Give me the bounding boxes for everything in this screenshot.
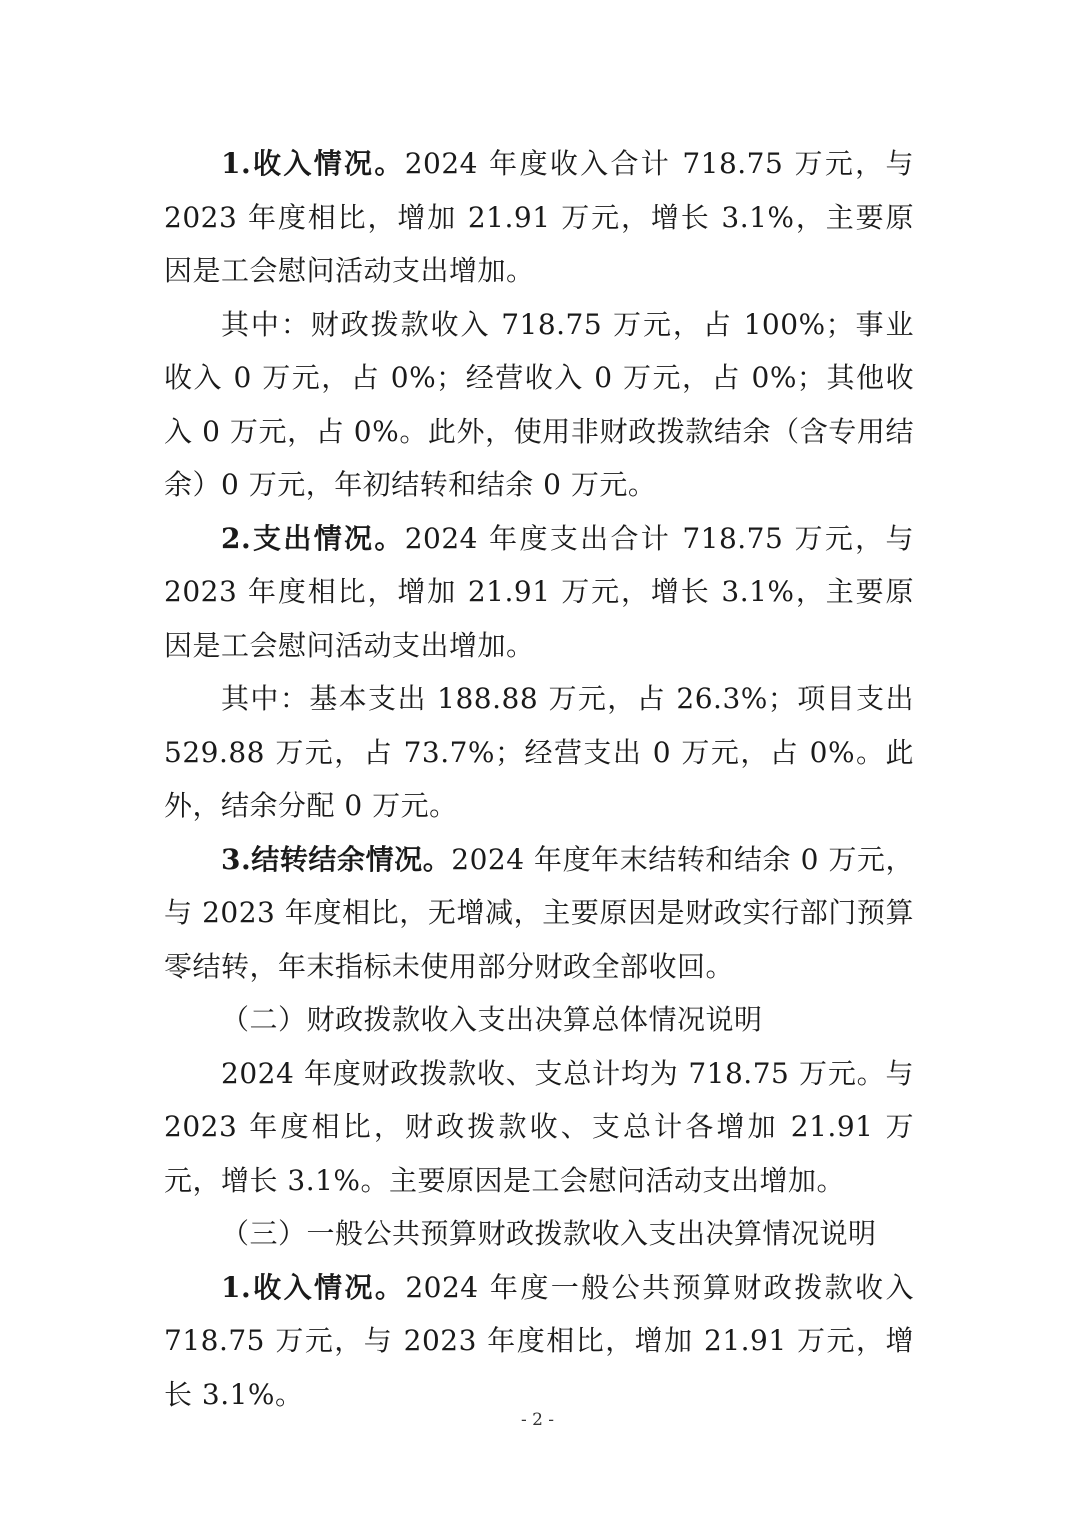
heading-expenditure: 2.支出情况。 (221, 521, 405, 555)
paragraph-text: 其中：财政拨款收入 718.75 万元，占 100%；事业收入 0 万元，占 0%；经营收入 0 万元，占 0%；其他收入 0 万元，占 0%。此外，使用非财政拨款结余（含专用结余）0 万元，年初结转和结余 0 万元。 (164, 307, 914, 501)
heading-income: 1.收入情况。 (221, 147, 405, 180)
paragraph-fiscal-overall (164, 1047, 914, 1208)
heading-general-budget-income: 1.收入情况。 (221, 1270, 406, 1304)
paragraph-text: 其中：基本支出 188.88 万元，占 26.3%；项目支出 529.88 万元，占 73.7%；经营支出 0 万元，占 0%。此外，结余分配 0 万元。 (164, 682, 914, 822)
section-heading-general-budget (164, 1207, 914, 1261)
section-heading-text: （三）一般公共预算财政拨款收入支出决算情况说明 (221, 1217, 877, 1250)
paragraph-general-budget-income (164, 1261, 914, 1422)
section-heading-fiscal-overall (164, 993, 914, 1047)
paragraph-text: 2024 年度年末结转和结余 0 万元，与 2023 年度相比，无增减，主要原因是财政实行部门预算零结转，年末指标未使用部分财政全部收回。 (164, 842, 915, 983)
section-heading-text: （二）财政拨款收入支出决算总体情况说明 (221, 1003, 763, 1036)
paragraph-income (164, 137, 914, 298)
heading-carryover: 3.结转结余情况。 (221, 842, 452, 876)
paragraph-text: 2024 年度收入合计 718.75 万元，与 2023 年度相比，增加 21.91 万元，增长 3.1%，主要原因是工会慰问活动支出增加。 (164, 147, 915, 287)
paragraph-text: 2024 年度一般公共预算财政拨款收入 718.75 万元，与 2023 年度相比，增加 21.91 万元，增长 3.1%。 (164, 1270, 914, 1411)
paragraph-text: 2024 年度支出合计 718.75 万元，与 2023 年度相比，增加 21.91 万元，增长 3.1%，主要原因是工会慰问活动支出增加。 (164, 521, 915, 662)
paragraph-expenditure (164, 512, 914, 673)
document-body (164, 137, 914, 1421)
paragraph-carryover (164, 833, 914, 994)
paragraph-expenditure-breakdown (164, 672, 914, 833)
paragraph-text: 2024 年度财政拨款收、支总计均为 718.75 万元。与 2023 年度相比，财政拨款收、支总计各增加 21.91 万元，增长 3.1%。主要原因是工会慰问活动支出增加。 (164, 1056, 914, 1197)
page-number: - 2 - (520, 1410, 555, 1430)
paragraph-income-breakdown (164, 298, 914, 512)
